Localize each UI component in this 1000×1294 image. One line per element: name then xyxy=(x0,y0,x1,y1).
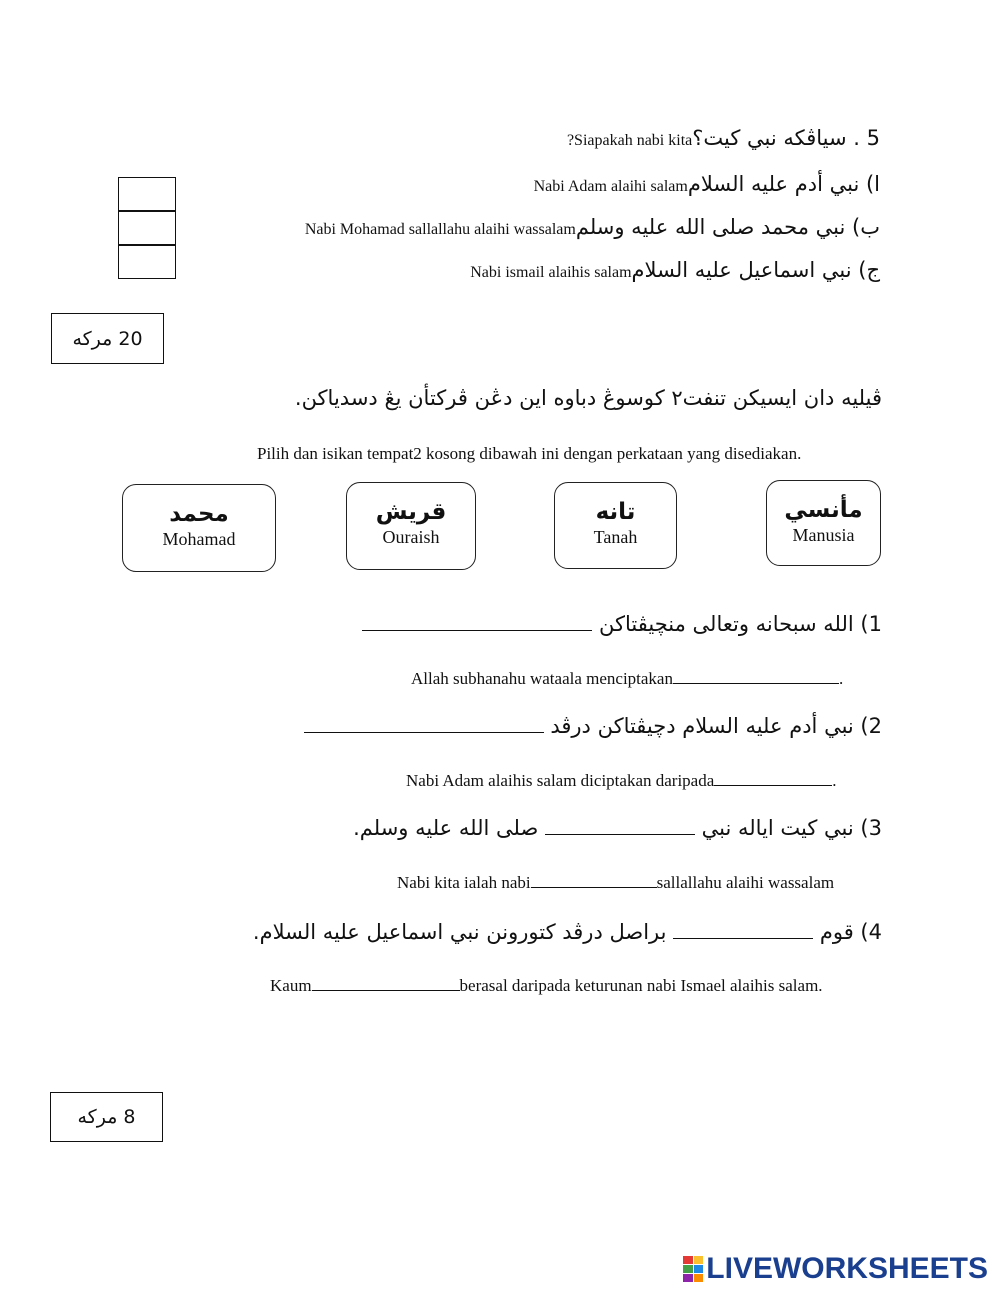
item3-latin-end: sallallahu alaihi wassalam xyxy=(656,873,835,892)
question5-latin: Siapakah nabi kita? xyxy=(566,132,693,149)
item4-latin-line xyxy=(270,976,823,996)
item4-jawi-start: 4) قوم xyxy=(819,920,882,944)
item3-jawi-start: 3) نبي كيت اياله نبي xyxy=(701,816,882,840)
item2-latin-text: Nabi Adam alaihis salam diciptakan daripada xyxy=(406,771,715,790)
word-card-latin: Ouraish xyxy=(382,527,440,547)
item1-jawi-blank[interactable] xyxy=(362,630,592,631)
item2-latin-end: . xyxy=(832,771,837,790)
item1-jawi: 1) الله سبحانه وتعالى منچيڤتاكن xyxy=(599,612,882,636)
instruction-jawi: ڤيليه دان ايسيكن تنفت٢ كوسوڠ دباوه اين دڠن ڤركتأن يڠ دسدياكن. xyxy=(294,386,882,410)
item3-jawi-end: صلى الله عليه وسلم. xyxy=(353,816,539,840)
item3-jawi-blank[interactable] xyxy=(545,834,695,835)
option-c xyxy=(470,258,880,282)
item2-latin-line xyxy=(406,771,837,791)
answer-box-b[interactable] xyxy=(118,211,176,245)
option-c-jawi: ج) نبي اسماعيل عليه السلام xyxy=(631,258,880,282)
word-card-jawi: مأنسي xyxy=(784,497,863,523)
item2-jawi-blank[interactable] xyxy=(304,732,544,733)
marks-box-20: 20 مركه xyxy=(51,313,164,364)
item4-latin-end: berasal daripada keturunan nabi Ismael alaihis salam. xyxy=(459,976,823,995)
item1-latin-end: . xyxy=(838,669,844,688)
logo-text: LIVEWORKSHEETS xyxy=(706,1252,988,1285)
word-card-jawi: تانه xyxy=(595,499,636,525)
option-a xyxy=(534,172,880,196)
marks-box-8: 8 مركه xyxy=(50,1092,163,1142)
item3-jawi-line xyxy=(353,816,882,840)
item1-jawi-line xyxy=(362,612,882,636)
item3-latin-line xyxy=(397,873,834,893)
item4-latin-blank[interactable] xyxy=(312,990,460,991)
word-card-jawi: قريش xyxy=(375,499,447,525)
liveworksheets-logo xyxy=(683,1252,988,1286)
word-card-quraish[interactable] xyxy=(346,482,476,570)
question5-jawi: 5 . سياڤكه نبي كيت؟ xyxy=(692,126,880,150)
item4-latin-text: Kaum xyxy=(270,976,312,995)
option-b-jawi: ب) نبي محمد صلى الله عليه وسلم xyxy=(575,215,880,239)
word-card-jawi: محمد xyxy=(169,501,229,527)
item4-jawi-blank[interactable] xyxy=(673,938,813,939)
item3-latin-blank[interactable] xyxy=(531,887,657,888)
option-b-latin: Nabi Mohamad sallallahu alaihi wassalam xyxy=(304,221,576,238)
word-card-manusia[interactable] xyxy=(766,480,881,566)
item1-latin-line xyxy=(411,669,843,689)
instruction-latin: Pilih dan isikan tempat2 kosong dibawah ini dengan perkataan yang disediakan. xyxy=(257,444,802,463)
item4-jawi-end: براصل درڤد كتورونن نبي اسماعيل عليه السلام. xyxy=(252,920,667,944)
word-card-latin: Manusia xyxy=(792,525,855,545)
item2-jawi: 2) نبي أدم عليه السلام دچيڤتاكن درڤد xyxy=(550,714,882,738)
logo-mark-icon xyxy=(683,1256,703,1282)
item2-jawi-line xyxy=(304,714,882,738)
option-c-latin: Nabi ismail alaihis salam xyxy=(470,264,632,281)
word-card-latin: Mohamad xyxy=(162,529,236,549)
item2-latin-blank[interactable] xyxy=(714,785,832,786)
option-a-latin: Nabi Adam alaihi salam xyxy=(533,178,688,195)
word-card-latin: Tanah xyxy=(593,527,638,547)
answer-box-c[interactable] xyxy=(118,245,176,279)
word-card-tanah[interactable] xyxy=(554,482,677,569)
item1-latin-blank[interactable] xyxy=(673,683,839,684)
option-b xyxy=(305,215,880,239)
answer-box-a[interactable] xyxy=(118,177,176,211)
question5-line xyxy=(567,126,880,150)
item3-latin-text: Nabi kita ialah nabi xyxy=(397,873,531,892)
item4-jawi-line xyxy=(253,920,882,944)
word-card-mohamad[interactable] xyxy=(122,484,276,572)
item1-latin-text: Allah subhanahu wataala menciptakan xyxy=(411,669,673,688)
option-a-jawi: ا) نبي أدم عليه السلام xyxy=(687,172,880,196)
